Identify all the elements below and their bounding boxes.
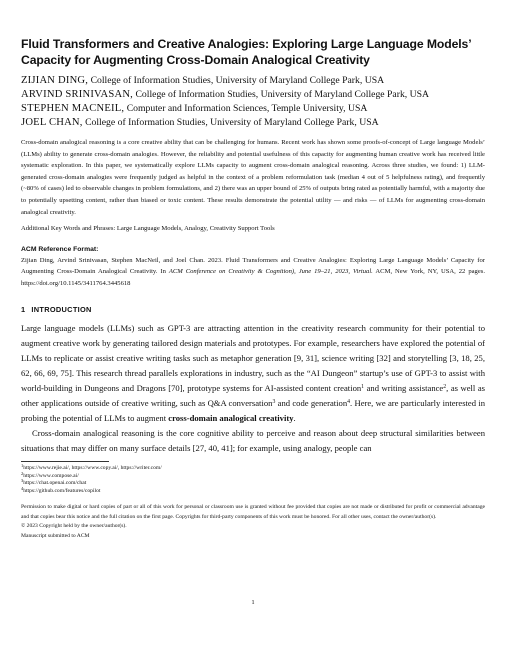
intro-paragraph-2: Cross-domain analogical reasoning is the core cognitive ability to perceive and reason about deep structural similarities between situations that may differ on many surface details [27, 40, 41]; for example, using analogy, people can xyxy=(21,428,485,454)
paper-title: Fluid Transformers and Creative Analogies: Exploring Large Language Models’ Capacity for Augmenting Cross-Domain Analogical Creativity xyxy=(21,37,471,67)
footnote xyxy=(21,480,485,488)
section-title: INTRODUCTION xyxy=(31,304,92,314)
paragraph-text: and code generation xyxy=(275,398,348,408)
paragraph-text: . Here, we are particularly interested in probing the potential of LLMs to augment xyxy=(21,398,486,424)
author-name: ZIJIAN DING, xyxy=(21,75,89,86)
keywords: Additional Key Words and Phrases: Large Language Models, Analogy, Creativity Support Tools xyxy=(21,225,275,233)
abstract: Cross-domain analogical reasoning is a core creative ability that can be challenging for humans. Recent work has shown some proofs-of-concept of Large language Models’ (LLMs) ability to generate cross-domain analogies. However, the reliability and potential usefulness of this capacity for augmenting human creative work has received little systematic exploration. In this paper, we systematically explore LLMs capacity to augment cross-domain analogical reasoning. Across three studies, we found: 1) LLM-generated cross-domain analogies were frequently judged as helpful in the context of a problem reformulation task (median 4 out of 5 helpfulness rating), and frequently (~80% of cases) led to observable changes in problem formulations, and 2) there was an upper bound of 25% of outputs bring rated as potentially harmful, with a majority due to potentially upsetting content, rather than biased or toxic content. These results demonstrate the potential utility — and risks — of LLMs for augmenting cross-domain analogical creativity. xyxy=(21,139,485,216)
intro-paragraph-1 xyxy=(21,321,485,427)
author-affiliation: College of Information Studies, University of Maryland College Park, USA xyxy=(85,117,379,128)
section-number: 1 xyxy=(21,304,26,314)
permission-notice: Permission to make digital or hard copies of part or all of this work for personal or classroom use is granted without fee provided that copies are not made or distributed for profit or commercial advantage and that copies bear this notice and the full citation on the first page. Copyrights for third-party components of this work must be honored. For all other uses, contact the owner/author(s). xyxy=(21,504,485,520)
footnote-marker: 1 xyxy=(361,383,365,390)
acm-reference-doi: ACM, New York, NY, USA, 22 pages. https://doi.org/10.1145/3411764.3445618 xyxy=(21,268,485,287)
acm-reference-text: Zijian Ding, Arvind Srinivasan, Stephen MacNeil, and Joel Chan. 2023. Fluid Transformers and Creative Analogies: Exploring Large Language Models’ Capacity for Augmenting Cross-Domain Analogical Creativity. In xyxy=(21,256,485,276)
author-entry xyxy=(21,74,485,88)
footnote-mark: 1 xyxy=(21,463,24,469)
acm-reference-heading: ACM Reference Format: xyxy=(21,245,99,253)
footnote-marker: 4 xyxy=(347,399,351,405)
footnote-mark: 4 xyxy=(21,485,24,491)
paragraph-text: . xyxy=(293,413,296,424)
page-number: 1 xyxy=(251,599,255,606)
acm-reference xyxy=(21,255,485,290)
paragraph-text: , as well as other applications outside of creative writing, such as Q&A conversation xyxy=(21,382,485,408)
author-affiliation: College of Information Studies, University of Maryland College Park, USA xyxy=(135,89,430,100)
footnote-link[interactable]: https://github.com/features/copilot xyxy=(23,487,101,494)
footnote-mark: 3 xyxy=(21,478,24,484)
emphasis-text: cross-domain analogical creativity xyxy=(168,413,294,424)
manuscript-note: Manuscript submitted to ACM xyxy=(21,532,90,539)
footnote-divider xyxy=(21,461,109,462)
author-name: ARVIND SRINIVASAN, xyxy=(21,89,134,100)
author-affiliation: College of Information Studies, University of Maryland College Park, USA xyxy=(90,75,385,86)
footnote-mark: 2 xyxy=(21,470,24,476)
footnote-marker: 2 xyxy=(443,383,447,390)
footnote-link[interactable]: https://www.compose.ai/ xyxy=(23,472,79,479)
author-entry xyxy=(21,102,485,116)
paragraph-text: Large language models (LLMs) such as GPT-3 are attracting attention in the creativity research community for their potential to augment creative work by generating tailored design materials and prototypes. For example, researchers have explored the potential of LLMs to replicate or assist creative writing tasks such as metaphor generation [9, 31], science writing [32] and storytelling [3, 18, 25, 62, 66, 69, 75]. This research thread parallels explorations in industry, such as the “AI Dungeon” startup’s use of GPT-3 to assist with world-building in Dungeons and Dragons [70], prototype systems for AI-assisted content creation xyxy=(21,322,485,393)
paper-page xyxy=(21,36,485,541)
acm-reference-venue: ACM Conference on Creativity & Cognition), June 19–21, 2023, Virtual. xyxy=(168,268,373,276)
footnote xyxy=(21,485,485,496)
copyright-notice: © 2023 Copyright held by the owner/author(s). xyxy=(21,523,127,530)
author-name: STEPHEN MACNEIL, xyxy=(21,103,125,114)
author-entry xyxy=(21,88,485,102)
section-heading xyxy=(21,304,485,316)
author-entry xyxy=(21,116,485,130)
footnote xyxy=(21,465,485,473)
author-name: JOEL CHAN, xyxy=(21,117,83,128)
paragraph-text: and writing assistance xyxy=(364,382,444,393)
footnote-link[interactable]: https://www.rejie.ai/, https://www.copy.ai/, https://writer.com/ xyxy=(23,465,162,472)
footnote-marker: 3 xyxy=(272,399,276,405)
footnote-link[interactable]: https://chat.openai.com/chat xyxy=(23,480,87,487)
author-affiliation: Computer and Information Sciences, Temple University, USA xyxy=(126,103,368,114)
author-list xyxy=(21,74,485,130)
